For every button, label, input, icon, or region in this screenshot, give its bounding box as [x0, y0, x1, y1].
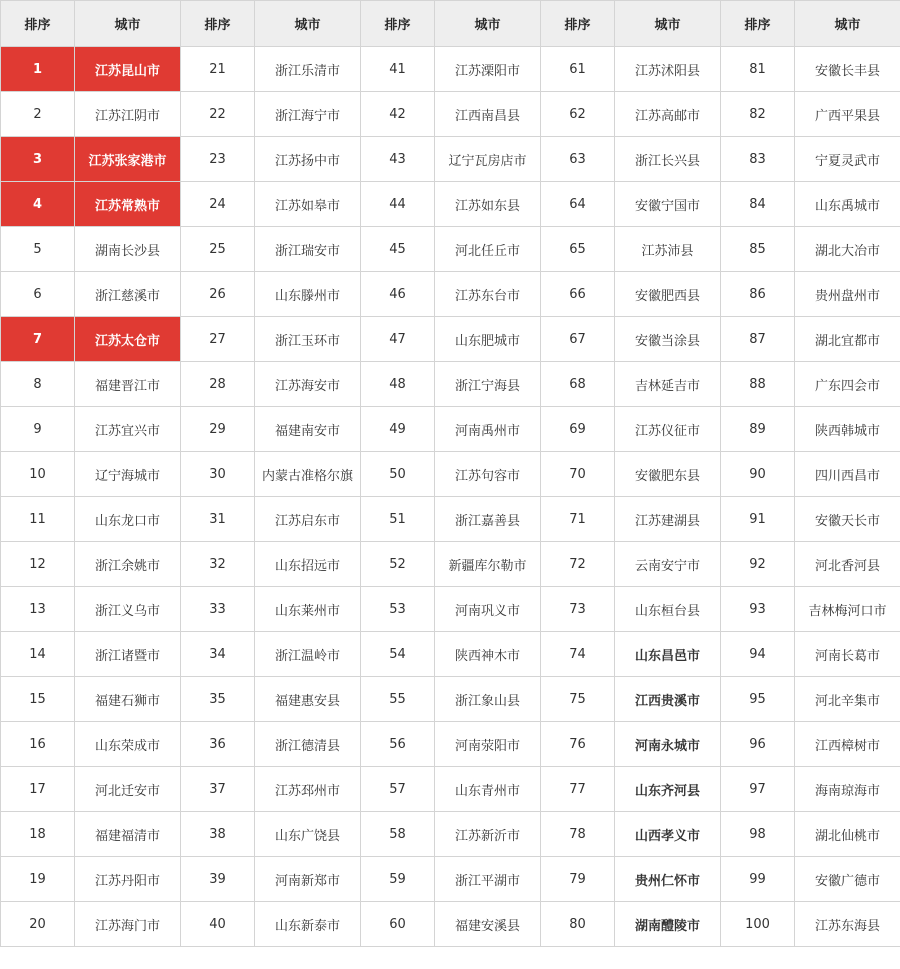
city-cell: 江苏如皋市 [255, 182, 361, 227]
city-cell: 河南新郑市 [255, 857, 361, 902]
city-cell: 安徽当涂县 [615, 317, 721, 362]
city-cell: 江苏江阴市 [75, 92, 181, 137]
city-cell: 浙江宁海县 [435, 362, 541, 407]
city-cell: 河北任丘市 [435, 227, 541, 272]
city-cell: 广东四会市 [795, 362, 900, 407]
city-cell: 山东莱州市 [255, 587, 361, 632]
city-cell: 安徽宁国市 [615, 182, 721, 227]
rank-cell: 18 [1, 812, 75, 857]
rank-cell: 13 [1, 587, 75, 632]
city-cell: 山东齐河县 [615, 767, 721, 812]
rank-cell: 75 [541, 677, 615, 722]
rank-cell: 43 [361, 137, 435, 182]
rank-cell: 62 [541, 92, 615, 137]
rank-cell: 4 [1, 182, 75, 227]
city-cell: 湖北宜都市 [795, 317, 900, 362]
table-row [1, 452, 900, 497]
city-cell: 河南禹州市 [435, 407, 541, 452]
rank-cell: 7 [1, 317, 75, 362]
rank-cell: 77 [541, 767, 615, 812]
rank-cell: 41 [361, 47, 435, 92]
rank-cell: 23 [181, 137, 255, 182]
table-body [1, 47, 900, 947]
rank-cell: 69 [541, 407, 615, 452]
city-cell: 江苏太仓市 [75, 317, 181, 362]
rank-cell: 46 [361, 272, 435, 317]
city-cell: 山东昌邑市 [615, 632, 721, 677]
rank-cell: 30 [181, 452, 255, 497]
rank-cell: 52 [361, 542, 435, 587]
table-row [1, 137, 900, 182]
city-cell: 浙江诸暨市 [75, 632, 181, 677]
city-cell: 浙江玉环市 [255, 317, 361, 362]
table-row [1, 362, 900, 407]
rank-cell: 19 [1, 857, 75, 902]
header-city: 城市 [615, 1, 721, 47]
rank-cell: 61 [541, 47, 615, 92]
table-row [1, 92, 900, 137]
rank-cell: 87 [721, 317, 795, 362]
city-cell: 福建石狮市 [75, 677, 181, 722]
city-cell: 四川西昌市 [795, 452, 900, 497]
rank-cell: 91 [721, 497, 795, 542]
rank-cell: 47 [361, 317, 435, 362]
city-cell: 浙江慈溪市 [75, 272, 181, 317]
table-row [1, 272, 900, 317]
rank-cell: 20 [1, 902, 75, 947]
header-row [1, 1, 900, 47]
city-cell: 江西贵溪市 [615, 677, 721, 722]
rank-cell: 58 [361, 812, 435, 857]
rank-cell: 71 [541, 497, 615, 542]
city-cell: 贵州盘州市 [795, 272, 900, 317]
city-cell: 江苏扬中市 [255, 137, 361, 182]
city-cell: 安徽长丰县 [795, 47, 900, 92]
city-cell: 吉林延吉市 [615, 362, 721, 407]
city-cell: 福建福清市 [75, 812, 181, 857]
rank-cell: 22 [181, 92, 255, 137]
rank-cell: 100 [721, 902, 795, 947]
city-cell: 陕西韩城市 [795, 407, 900, 452]
rank-cell: 97 [721, 767, 795, 812]
rank-cell: 16 [1, 722, 75, 767]
rank-cell: 27 [181, 317, 255, 362]
rank-cell: 92 [721, 542, 795, 587]
header-city: 城市 [75, 1, 181, 47]
header-rank: 排序 [361, 1, 435, 47]
city-cell: 江苏常熟市 [75, 182, 181, 227]
rank-cell: 67 [541, 317, 615, 362]
rank-cell: 33 [181, 587, 255, 632]
table-row [1, 47, 900, 92]
rank-cell: 40 [181, 902, 255, 947]
city-cell: 浙江嘉善县 [435, 497, 541, 542]
rank-cell: 88 [721, 362, 795, 407]
city-cell: 河南永城市 [615, 722, 721, 767]
city-cell: 山东广饶县 [255, 812, 361, 857]
city-cell: 江苏如东县 [435, 182, 541, 227]
rank-cell: 70 [541, 452, 615, 497]
city-cell: 浙江义乌市 [75, 587, 181, 632]
city-cell: 福建安溪县 [435, 902, 541, 947]
city-cell: 湖北大冶市 [795, 227, 900, 272]
rank-cell: 45 [361, 227, 435, 272]
city-cell: 江苏邳州市 [255, 767, 361, 812]
city-cell: 湖北仙桃市 [795, 812, 900, 857]
rank-cell: 54 [361, 632, 435, 677]
table-row [1, 317, 900, 362]
city-cell: 宁夏灵武市 [795, 137, 900, 182]
city-cell: 河南长葛市 [795, 632, 900, 677]
rank-cell: 79 [541, 857, 615, 902]
city-cell: 河北辛集市 [795, 677, 900, 722]
rank-cell: 64 [541, 182, 615, 227]
city-cell: 浙江余姚市 [75, 542, 181, 587]
rank-cell: 39 [181, 857, 255, 902]
rank-cell: 3 [1, 137, 75, 182]
rank-cell: 44 [361, 182, 435, 227]
rank-cell: 9 [1, 407, 75, 452]
rank-cell: 76 [541, 722, 615, 767]
rank-cell: 94 [721, 632, 795, 677]
rank-cell: 85 [721, 227, 795, 272]
city-cell: 新疆库尔勒市 [435, 542, 541, 587]
rank-cell: 12 [1, 542, 75, 587]
rank-cell: 56 [361, 722, 435, 767]
rank-cell: 99 [721, 857, 795, 902]
rank-cell: 86 [721, 272, 795, 317]
city-cell: 山东禹城市 [795, 182, 900, 227]
rank-cell: 15 [1, 677, 75, 722]
rank-cell: 82 [721, 92, 795, 137]
city-cell: 江苏沛县 [615, 227, 721, 272]
city-cell: 江西南昌县 [435, 92, 541, 137]
city-cell: 江苏张家港市 [75, 137, 181, 182]
header-city: 城市 [435, 1, 541, 47]
rank-cell: 84 [721, 182, 795, 227]
rank-cell: 28 [181, 362, 255, 407]
rank-cell: 49 [361, 407, 435, 452]
rank-cell: 53 [361, 587, 435, 632]
rank-cell: 25 [181, 227, 255, 272]
city-cell: 江苏东台市 [435, 272, 541, 317]
rank-cell: 11 [1, 497, 75, 542]
city-cell: 江苏丹阳市 [75, 857, 181, 902]
rank-cell: 80 [541, 902, 615, 947]
rank-cell: 96 [721, 722, 795, 767]
rank-cell: 21 [181, 47, 255, 92]
rank-cell: 59 [361, 857, 435, 902]
city-cell: 福建惠安县 [255, 677, 361, 722]
city-cell: 浙江长兴县 [615, 137, 721, 182]
header-rank: 排序 [181, 1, 255, 47]
header-city: 城市 [255, 1, 361, 47]
table-row [1, 767, 900, 812]
city-cell: 浙江德清县 [255, 722, 361, 767]
rank-cell: 74 [541, 632, 615, 677]
rank-cell: 89 [721, 407, 795, 452]
city-cell: 河北香河县 [795, 542, 900, 587]
city-cell: 江苏高邮市 [615, 92, 721, 137]
rank-cell: 17 [1, 767, 75, 812]
city-cell: 山东滕州市 [255, 272, 361, 317]
city-cell: 浙江乐清市 [255, 47, 361, 92]
city-cell: 江西樟树市 [795, 722, 900, 767]
rank-cell: 93 [721, 587, 795, 632]
rank-cell: 63 [541, 137, 615, 182]
city-cell: 安徽广德市 [795, 857, 900, 902]
city-cell: 浙江海宁市 [255, 92, 361, 137]
rank-cell: 98 [721, 812, 795, 857]
rank-cell: 78 [541, 812, 615, 857]
rank-cell: 65 [541, 227, 615, 272]
rank-cell: 29 [181, 407, 255, 452]
rank-cell: 8 [1, 362, 75, 407]
rank-cell: 38 [181, 812, 255, 857]
table-row [1, 812, 900, 857]
rank-cell: 2 [1, 92, 75, 137]
rank-cell: 42 [361, 92, 435, 137]
table-row [1, 497, 900, 542]
city-cell: 山东青州市 [435, 767, 541, 812]
rank-cell: 90 [721, 452, 795, 497]
city-cell: 山东桓台县 [615, 587, 721, 632]
rank-cell: 10 [1, 452, 75, 497]
rank-cell: 32 [181, 542, 255, 587]
rank-cell: 81 [721, 47, 795, 92]
city-cell: 江苏新沂市 [435, 812, 541, 857]
city-cell: 福建南安市 [255, 407, 361, 452]
rank-cell: 68 [541, 362, 615, 407]
rank-cell: 83 [721, 137, 795, 182]
table-row [1, 182, 900, 227]
city-cell: 安徽肥东县 [615, 452, 721, 497]
city-cell: 山西孝义市 [615, 812, 721, 857]
table-row [1, 407, 900, 452]
rank-cell: 57 [361, 767, 435, 812]
city-cell: 山东荣成市 [75, 722, 181, 767]
rank-cell: 95 [721, 677, 795, 722]
header-rank: 排序 [721, 1, 795, 47]
rank-cell: 26 [181, 272, 255, 317]
rank-cell: 72 [541, 542, 615, 587]
rank-cell: 31 [181, 497, 255, 542]
city-cell: 江苏溧阳市 [435, 47, 541, 92]
rank-cell: 66 [541, 272, 615, 317]
city-cell: 江苏昆山市 [75, 47, 181, 92]
city-cell: 江苏句容市 [435, 452, 541, 497]
city-cell: 贵州仁怀市 [615, 857, 721, 902]
city-cell: 河南荥阳市 [435, 722, 541, 767]
city-cell: 广西平果县 [795, 92, 900, 137]
city-cell: 吉林梅河口市 [795, 587, 900, 632]
rank-cell: 50 [361, 452, 435, 497]
city-cell: 福建晋江市 [75, 362, 181, 407]
city-cell: 河北迁安市 [75, 767, 181, 812]
city-cell: 山东新泰市 [255, 902, 361, 947]
rank-cell: 14 [1, 632, 75, 677]
city-cell: 江苏海门市 [75, 902, 181, 947]
rank-cell: 60 [361, 902, 435, 947]
city-cell: 陕西神木市 [435, 632, 541, 677]
rank-cell: 5 [1, 227, 75, 272]
table-row [1, 902, 900, 947]
city-cell: 海南琼海市 [795, 767, 900, 812]
rank-cell: 36 [181, 722, 255, 767]
city-cell: 山东肥城市 [435, 317, 541, 362]
table-row [1, 542, 900, 587]
rank-cell: 34 [181, 632, 255, 677]
table-row [1, 722, 900, 767]
city-cell: 江苏宜兴市 [75, 407, 181, 452]
header-rank: 排序 [1, 1, 75, 47]
table-row [1, 227, 900, 272]
rank-cell: 6 [1, 272, 75, 317]
rank-cell: 1 [1, 47, 75, 92]
city-cell: 江苏仪征市 [615, 407, 721, 452]
city-cell: 云南安宁市 [615, 542, 721, 587]
rank-cell: 51 [361, 497, 435, 542]
city-cell: 浙江瑞安市 [255, 227, 361, 272]
city-cell: 江苏东海县 [795, 902, 900, 947]
city-cell: 山东龙口市 [75, 497, 181, 542]
city-cell: 安徽肥西县 [615, 272, 721, 317]
city-cell: 山东招远市 [255, 542, 361, 587]
city-cell: 浙江平湖市 [435, 857, 541, 902]
table-row [1, 677, 900, 722]
rank-cell: 55 [361, 677, 435, 722]
city-cell: 河南巩义市 [435, 587, 541, 632]
table-row [1, 857, 900, 902]
header-rank: 排序 [541, 1, 615, 47]
rank-cell: 35 [181, 677, 255, 722]
rank-cell: 73 [541, 587, 615, 632]
rank-cell: 37 [181, 767, 255, 812]
city-cell: 内蒙古准格尔旗 [255, 452, 361, 497]
city-cell: 江苏启东市 [255, 497, 361, 542]
table-row [1, 632, 900, 677]
city-cell: 湖南醴陵市 [615, 902, 721, 947]
city-cell: 湖南长沙县 [75, 227, 181, 272]
city-cell: 辽宁海城市 [75, 452, 181, 497]
city-cell: 江苏沭阳县 [615, 47, 721, 92]
rank-cell: 48 [361, 362, 435, 407]
city-cell: 安徽天长市 [795, 497, 900, 542]
city-cell: 辽宁瓦房店市 [435, 137, 541, 182]
city-cell: 江苏海安市 [255, 362, 361, 407]
rank-cell: 24 [181, 182, 255, 227]
city-cell: 浙江温岭市 [255, 632, 361, 677]
table-row [1, 587, 900, 632]
city-cell: 江苏建湖县 [615, 497, 721, 542]
table-header [1, 1, 900, 47]
header-city: 城市 [795, 1, 900, 47]
city-cell: 浙江象山县 [435, 677, 541, 722]
